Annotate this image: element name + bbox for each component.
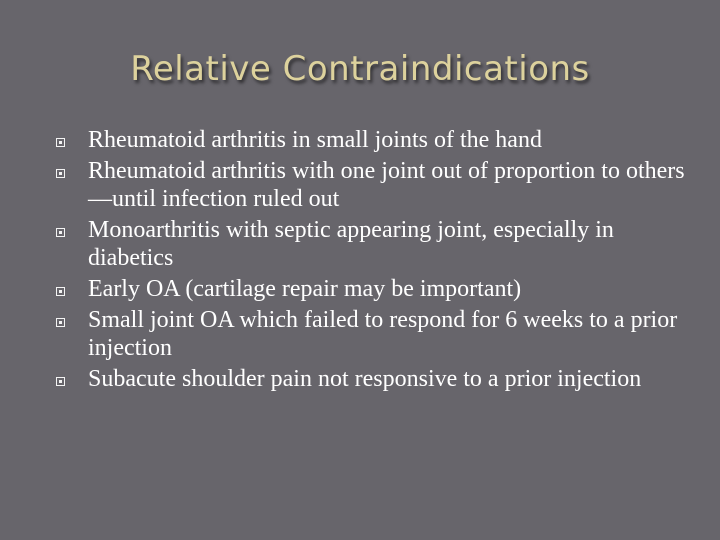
- square-bullet-icon: [56, 287, 65, 296]
- bullet-text: Monoarthritis with septic appearing joint, especially in diabetics: [88, 217, 614, 271]
- bullet-list: [54, 126, 694, 396]
- bullet-item: [54, 275, 694, 303]
- square-bullet-icon: [56, 138, 65, 147]
- square-bullet-icon: [56, 318, 65, 327]
- bullet-text: Rheumatoid arthritis with one joint out of proportion to others—until infection ruled out: [88, 158, 685, 212]
- bullet-text: Small joint OA which failed to respond for 6 weeks to a prior injection: [88, 307, 678, 361]
- bullet-text: Early OA (cartilage repair may be important): [88, 276, 522, 302]
- square-bullet-icon: [56, 377, 65, 386]
- bullet-text: Subacute shoulder pain not responsive to a prior injection: [88, 366, 642, 392]
- square-bullet-icon: [56, 169, 65, 178]
- bullet-item: [54, 157, 694, 213]
- bullet-item: [54, 306, 694, 362]
- slide-title: Relative Contraindications: [130, 49, 590, 89]
- bullet-item: [54, 126, 694, 154]
- bullet-item: [54, 365, 694, 393]
- bullet-item: [54, 216, 694, 272]
- square-bullet-icon: [56, 228, 65, 237]
- bullet-text: Rheumatoid arthritis in small joints of the hand: [88, 127, 542, 153]
